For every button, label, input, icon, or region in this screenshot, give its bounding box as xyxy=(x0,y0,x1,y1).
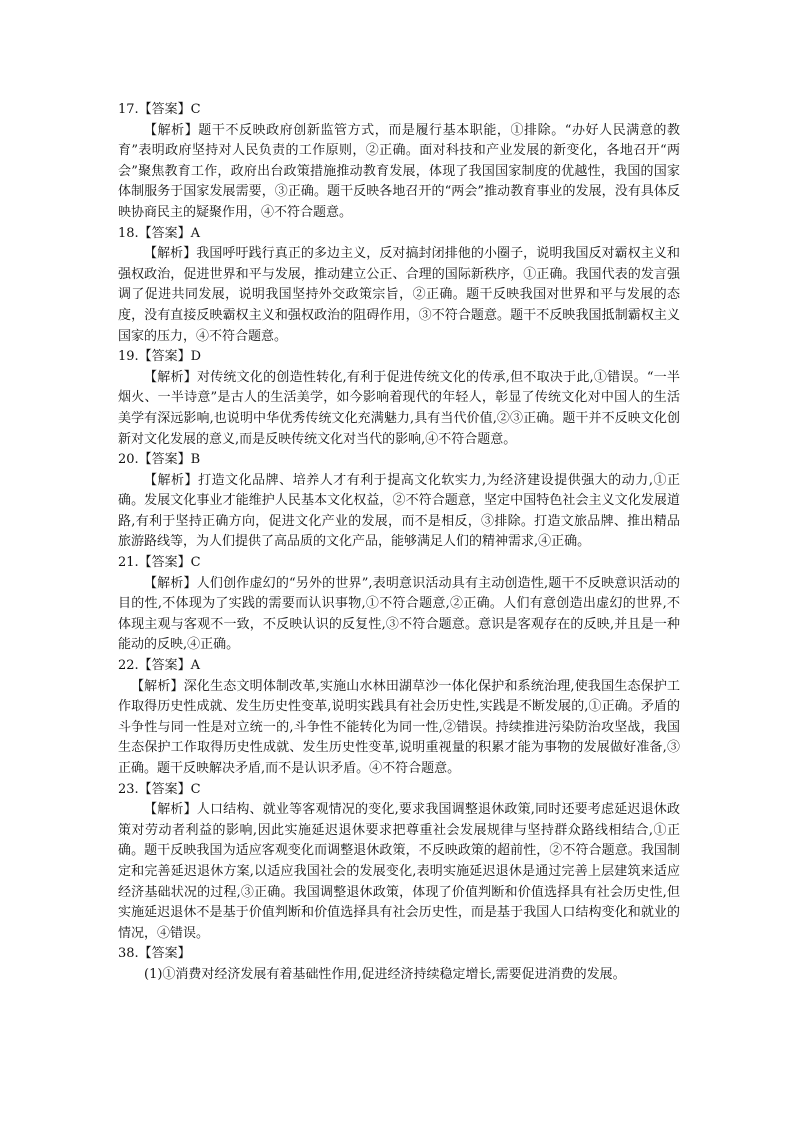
answer-heading: 22.【答案】A xyxy=(118,658,201,674)
answer-item-17 xyxy=(118,100,680,224)
analysis-paragraph: 【解析】人们创作虚幻的“另外的世界”,表明意识活动具有主动创造性,题干不反映意识活动的目的性,不体现为了实践的需要而认识事物,①不符合题意,②正确。人们有意创造出虚幻的世界,不体现主观与客观不一致，不反映认识的反复性,③不符合题意。意识是客观存在的反映,并且是一种能动的反映,④正确。 xyxy=(118,575,680,653)
answer-heading: 17.【答案】C xyxy=(118,102,201,117)
answer-heading: 20.【答案】B xyxy=(118,452,201,468)
analysis-paragraph: 【解析】对传统文化的创造性转化,有利于促进传统文化的传承,但不取决于此,①错误。“一半烟火、一半诗意”是古人的生活美学，如今影响着现代的年轻人，彰显了传统文化对中国人的生活美学有深远影响,也说明中华优秀传统文化充满魅力,具有当代价值,②③正确。题干并不反映文化创新对文化发展的意义,而是反映传统文化对当代的影响,④不符合题意。 xyxy=(118,369,680,447)
answer-item-19 xyxy=(118,347,680,450)
answer-heading: 21.【答案】C xyxy=(118,555,201,571)
answer-heading: 38.【答案】 xyxy=(118,946,191,962)
analysis-paragraph: 【解析】题干不反映政府创新监管方式，而是履行基本职能，①排除。“办好人民满意的教育”表明政府坚持对人民负责的工作原则，②正确。面对科技和产业发展的新变化，各地召开“两会”聚焦教育工作，政府出台政策措施推动教育发展，体现了我国国家制度的优越性，我国的国家体制服务于国家发展需要，③正确。题干反映各地召开的“两会”推动教育事业的发展，没有具体反映协商民主的疑聚作用，④不符合题意。 xyxy=(118,122,680,220)
answer-item-21 xyxy=(118,553,680,656)
answer-item-20 xyxy=(118,450,680,553)
answer-item-23 xyxy=(118,780,680,945)
answer-sheet-page xyxy=(118,100,680,986)
answer-heading: 19.【答案】D xyxy=(118,349,202,365)
answer-subpoint: (1)①消费对经济发展有着基础性作用,促进经济持续稳定增长,需要促进消费的发展。 xyxy=(144,966,626,982)
answer-item-38 xyxy=(118,944,680,985)
answer-item-22 xyxy=(118,656,680,780)
analysis-paragraph: 【解析】打造文化品牌、培养人才有利于提高文化软实力,为经济建设提供强大的动力,①正确。发展文化事业才能维护人民基本文化权益，②不符合题意，坚定中国特色社会主义文化发展道路,有利于坚持正确方向，促进文化产业的发展，而不是相反，③排除。打造文旅品牌、推出精品旅游路线等，为人们提供了高品质的文化产品，能够满足人们的精神需求,④正确。 xyxy=(118,472,680,550)
answer-item-18 xyxy=(118,224,680,348)
analysis-paragraph: 【解析】人口结构、就业等客观情况的变化,要求我国调整退休政策,同时还要考虑延迟退休政策对劳动者利益的影响,因此实施延迟退休要求把尊重社会发展规律与坚持群众路线相结合,①正确。题干反映我国为适应客观变化而调整退休政策，不反映政策的超前性，②不符合题意。我国制定和完善延迟退休方案,以适应我国社会的发展变化,表明实施延迟退休是通过完善上层建筑来适应经济基础状况的过程,③正确。我国调整退休政策，体现了价值判断和价值选择具有社会历史性,但实施延迟退休不是基于价值判断和价值选择具有社会历史性，而是基于我国人口结构变化和就业的情况，④错误。 xyxy=(118,802,680,941)
answer-heading: 18.【答案】A xyxy=(118,225,201,241)
analysis-paragraph: 【解析】深化生态文明体制改革,实施山水林田湖草沙一体化保护和系统治理,使我国生态保护工作取得历史性成就、发生历史性变革,说明实践具有社会历史性,实践是不断发展的,①正确。矛盾的斗争性与同一性是对立统一的,斗争性不能转化为同一性,②错误。持续推进污染防治攻坚战，我国生态保护工作取得历史性成就、发生历史性变革,说明重视量的积累才能为事物的发展做好准备,③正确。题干反映解决矛盾,而不是认识矛盾。④不符合题意。 xyxy=(118,678,680,776)
answer-heading: 23.【答案】C xyxy=(118,781,201,797)
analysis-paragraph: 【解析】我国呼吁践行真正的多边主义，反对搞封闭排他的小圈子，说明我国反对霸权主义和强权政治，促进世界和平与发展，推动建立公正、合理的国际新秩序，①正确。我国代表的发言强调了促进共同发展，说明我国坚持外交政策宗旨，②正确。题干反映我国对世界和平与发展的态度，没有直接反映霸权主义和强权政治的阻碍作用，③不符合题意。题干不反映我国抵制霸权主义国家的压力，④不符合题意。 xyxy=(118,246,680,344)
